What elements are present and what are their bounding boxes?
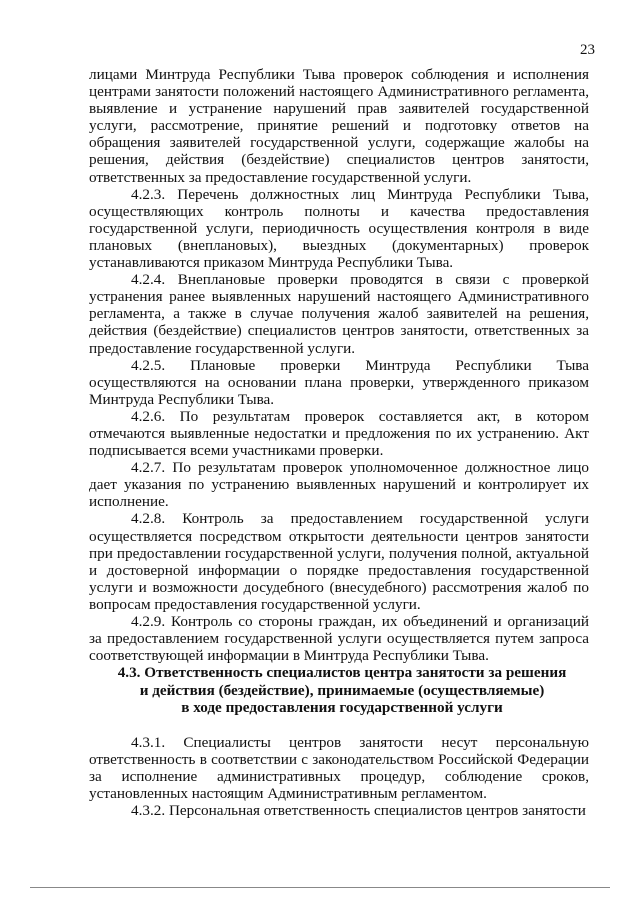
paragraph-4-2-8: 4.2.8. Контроль за предоставлением государственной услуги осуществляется посредством открытости деятельности центров занятости при предоставлении государственной услуги, получения полной, актуальной и достоверной информации о порядке предоставления государственной услуги и возможности досудебного (внесудебного) рассмотрения жалоб по вопросам предоставления государственной услуги. bbox=[89, 510, 589, 613]
paragraph-continuation: лицами Минтруда Республики Тыва проверок соблюдения и исполнения центрами занятости положений настоящего Административного регламента, выявление и устранение нарушений прав заявителей государственной услуги, рассмотрение, принятие решений и подготовку ответов на обращения заявителей государственной услуги, содержащие жалобы на решения, действия (бездействие) специалистов центров занятости, ответственных за предоставление государственной услуги. bbox=[89, 66, 589, 186]
paragraph-4-3-1: 4.3.1. Специалисты центров занятости несут персональную ответственность в соответствии с законодательством Российской Федерации за исполнение административных процедур, соблюдение сроков, установленных настоящим Административным регламентом. bbox=[89, 733, 589, 803]
paragraph-4-3-2: 4.3.2. Персональная ответственность специалистов центров занятости bbox=[131, 802, 586, 820]
page-number: 23 bbox=[580, 42, 595, 58]
section-heading-4-3 bbox=[89, 664, 589, 717]
paragraph-4-2-3: 4.2.3. Перечень должностных лиц Минтруда Республики Тыва, осуществляющих контроль полноты и качества предоставления государственной услуги, периодичность осуществления контроля в виде плановых (внеплановых), выездных (документарных) проверок устанавливаются приказом Минтруда Республики Тыва. bbox=[89, 185, 589, 272]
spacer bbox=[89, 717, 589, 734]
document-body bbox=[89, 66, 589, 819]
heading-line-1: 4.3. Ответственность специалистов центра занятости за решения bbox=[117, 664, 567, 682]
heading-line-2: и действия (бездействие), принимаемые (осуществляемые) bbox=[139, 681, 545, 699]
heading-line-3: в ходе предоставления государственной услуги bbox=[181, 699, 503, 717]
paragraph-4-2-4: 4.2.4. Внеплановые проверки проводятся в связи с проверкой устранения ранее выявленных нарушений настоящего Административного регламента, а также в случае получения жалоб заявителей на решения, действия (бездействие) специалистов центров занятости, ответственных за предоставление государственной услуги. bbox=[89, 271, 589, 357]
paragraph-4-2-9: 4.2.9. Контроль со стороны граждан, их объединений и организаций за предоставлением государственной услуги осуществляется путем запроса соответствующей информации в Минтруда Республики Тыва. bbox=[89, 613, 589, 665]
paragraph-4-2-6: 4.2.6. По результатам проверок составляется акт, в котором отмечаются выявленные недостатки и предложения по их устранению. Акт подписывается всеми участниками проверки. bbox=[89, 407, 589, 460]
paragraph-4-2-7: 4.2.7. По результатам проверок уполномоченное должностное лицо дает указания по устранению выявленных нарушений и контролирует их исполнение. bbox=[89, 459, 589, 511]
page-bottom-rule bbox=[30, 887, 610, 888]
paragraph-4-2-5: 4.2.5. Плановые проверки Минтруда Республики Тыва осуществляются на основании плана проверки, утвержденного приказом Минтруда Республики Тыва. bbox=[89, 356, 589, 408]
